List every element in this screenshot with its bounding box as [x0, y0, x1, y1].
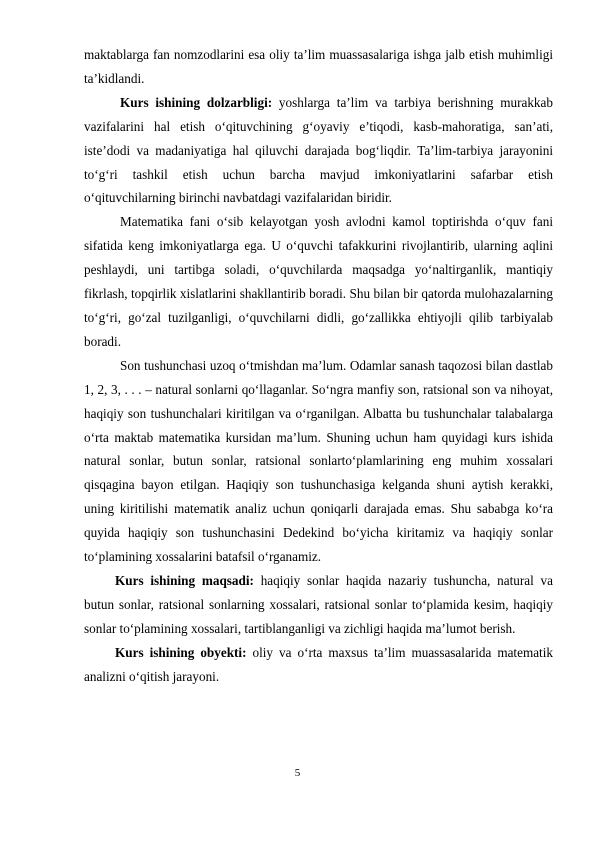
paragraph-mathematics: [84, 210, 553, 353]
goal-label: Kurs ishining maqsadi:: [115, 572, 254, 588]
page-body: [84, 43, 553, 688]
paragraph-relevance: [84, 91, 553, 211]
paragraph-number-concept: [84, 354, 553, 569]
relevance-text: yoshlarga ta’lim va tarbiya berishning murakkab vazifalarini hal etish o‘qituvchining g‘oyaviy e’tiqodi, kasb-mahoratiga, san’ati, iste’dodi va madaniyatiga hal qiluvchi darajada bog‘liqdir. Ta’lim-tarbiya jarayonini to‘g‘ri tashkil etish uchun barcha mavjud imkoniyatlarini safarbar etish o‘qituvchilarning birinchi navbatdagi vazifalaridan biridir.: [84, 94, 553, 206]
page-number: 5: [294, 767, 301, 779]
paragraph-object: [84, 641, 553, 689]
paragraph-goal: [84, 569, 553, 641]
relevance-label: Kurs ishining dolzarbligi:: [120, 94, 273, 110]
paragraph-text: Matematika fani o‘sib kelayotgan yosh avlodni kamol toptirishda o‘quv fani sifatida keng imkoniyatlarga ega. U o‘quvchi tafakkurini rivojlantirib, ularning aqlini peshlaydi, uni tartibga soladi, o‘quvchilarda maqsadga yo‘naltirganlik, mantiqiy fikrlash, topqirlik xislatlarini shakllantirib boradi. Shu bilan bir qatorda mulohazalarning to‘g‘ri, go‘zal tuzilganligi, o‘quvchilarni didli, go‘zallikka ehtiyojli qilib tarbiyalab boradi.: [84, 214, 553, 349]
paragraph-text: maktablarga fan nomzodlarini esa oliy ta’lim muassasalariga ishga jalb etish muhimligi ta’kidlandi.: [84, 47, 553, 86]
object-label: Kurs ishining obyekti:: [115, 644, 247, 660]
paragraph-continuation: [84, 43, 553, 91]
paragraph-text: Son tushunchasi uzoq o‘tmishdan ma’lum. Odamlar sanash taqozosi bilan dastlab 1, 2, 3, . . . – natural sonlarni qo‘llaganlar. So‘ngra manfiy son, ratsional son va nihoyat, haqiqiy son tushunchalari kiritilgan va o‘rganilgan. Albatta bu tushunchalar talabalarga o‘rta maktab matematika kursidan ma’lum. Shuning uchun ham quyidagi kurs ishida natural sonlar, butun sonlar, ratsional sonlarto‘plamlarining eng muhim xossalari qisqagina bayon etilgan. Haqiqiy son tushunchasiga kelganda shuni aytish kerakki, uning kiritilishi matematik analiz uchun qoniqarli darajada emas. Shu sababga ko‘ra quyida haqiqiy son tushunchasini Dedekind bo‘yicha kiritamiz va haqiqiy sonlar to‘plamining xossalarini batafsil o‘rganamiz.: [84, 357, 553, 565]
object-text: oliy va o‘rta maxsus ta’lim muassasalarida matematik analizni o‘qitish jarayoni.: [84, 644, 553, 684]
goal-text: haqiqiy sonlar haqida nazariy tushuncha, natural va butun sonlar, ratsional sonlarning xossalari, ratsional sonlar to‘plamida kesim, haqiqiy sonlar to‘plamining xossalari, tartiblanganligi va zichligi haqida ma’lumot berish.: [84, 572, 553, 636]
